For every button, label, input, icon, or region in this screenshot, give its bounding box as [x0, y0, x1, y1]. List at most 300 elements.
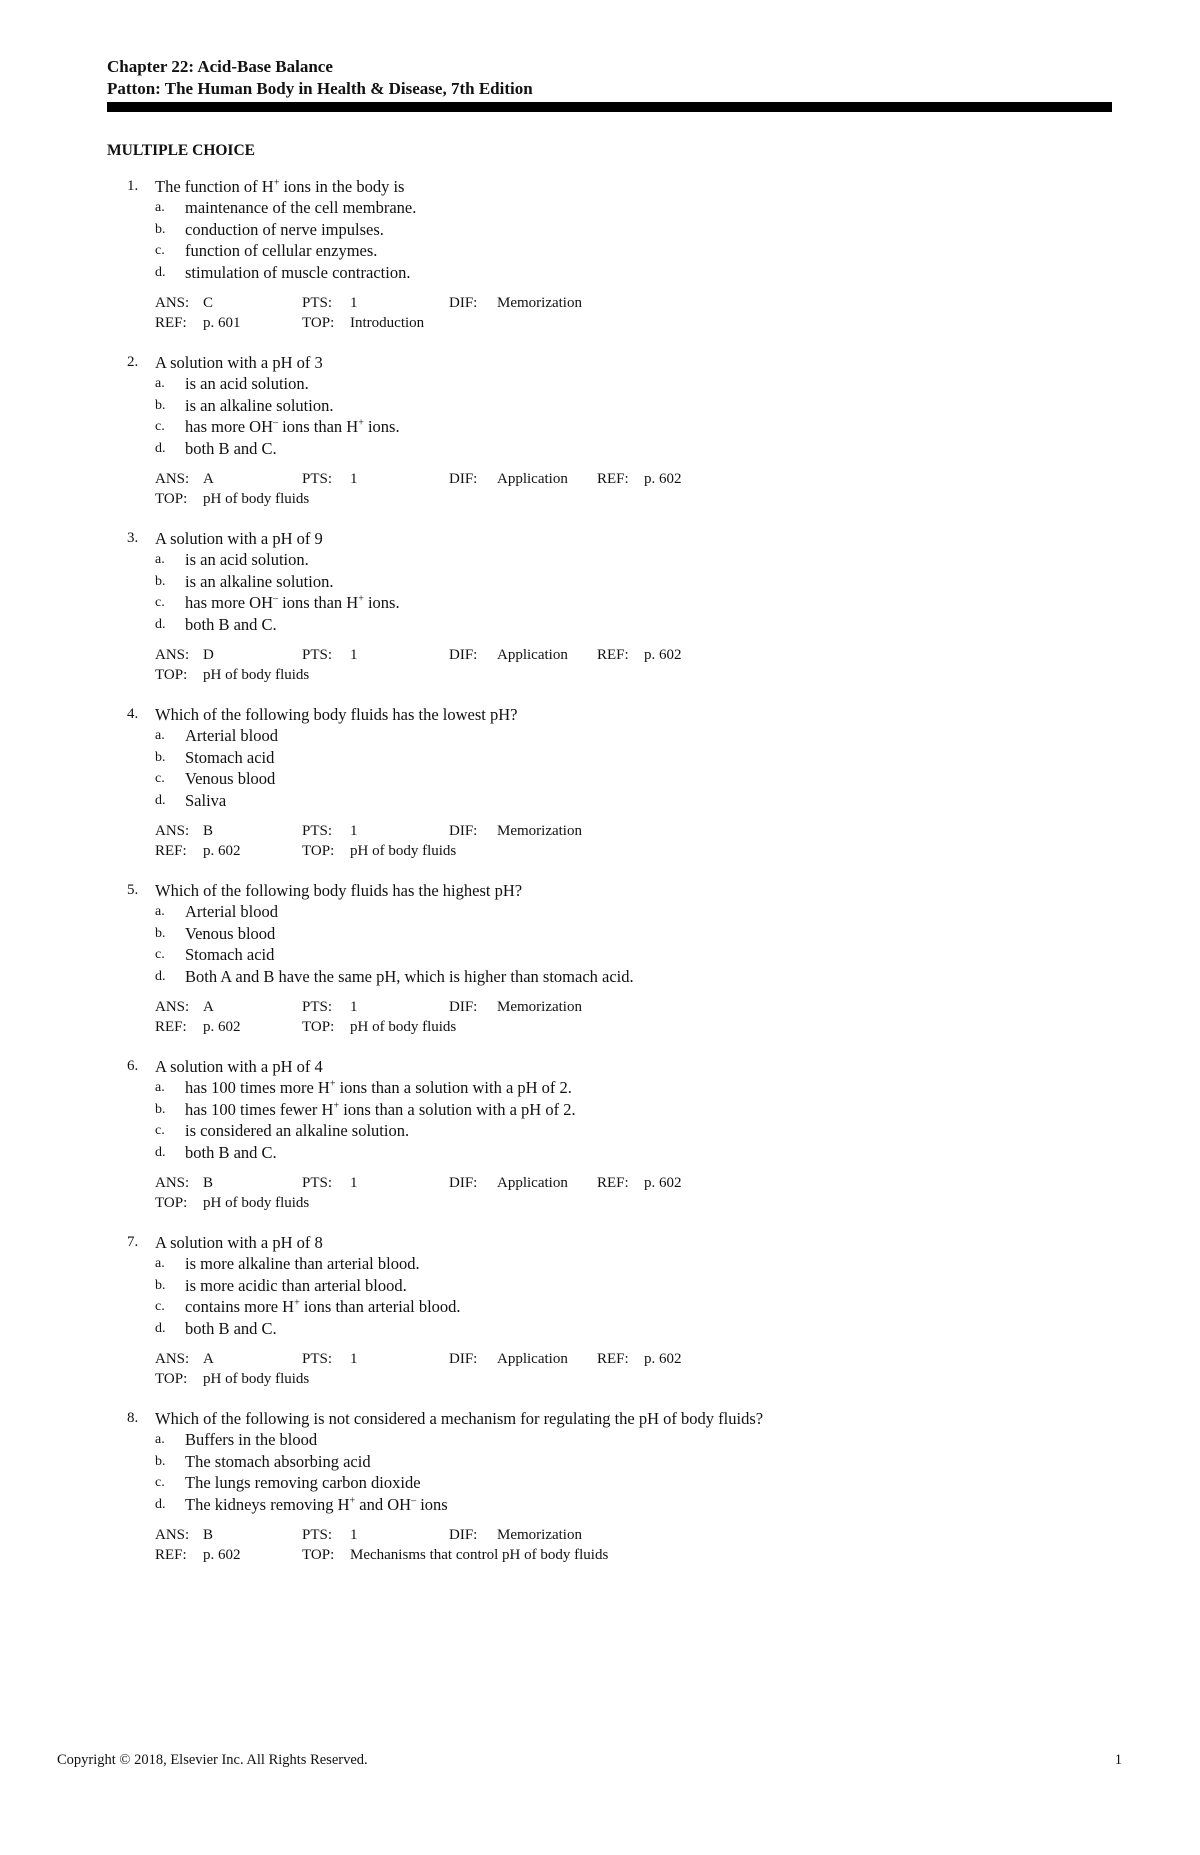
answer-key — [155, 470, 302, 490]
metadata-row — [155, 646, 1107, 666]
option-text-part: ions. — [363, 417, 400, 436]
answer-key — [155, 1350, 302, 1370]
answer-option — [155, 1451, 1107, 1473]
points-value: 1 — [350, 471, 358, 487]
answer-option — [155, 416, 1107, 438]
option-text-part: contains more H — [185, 1297, 295, 1316]
answer-metadata — [155, 470, 1107, 509]
option-text-part: ions — [416, 1494, 448, 1514]
answer-option — [155, 219, 1107, 241]
question-stem — [127, 176, 1107, 197]
option-letter: d. — [155, 1320, 166, 1336]
option-letter: a. — [155, 552, 165, 567]
option-text-part: has more OH — [185, 593, 273, 612]
option-text-part: ions than H — [277, 417, 359, 436]
answer-option — [155, 438, 1107, 460]
difficulty — [449, 1174, 597, 1194]
answer-key-label: ANS: — [155, 1351, 190, 1367]
topic-label: TOP: — [155, 1194, 188, 1211]
difficulty — [449, 1350, 597, 1370]
answer-option — [155, 1142, 1107, 1164]
option-text: Venous blood — [185, 769, 276, 788]
answer-key — [155, 822, 302, 842]
question-text — [155, 176, 404, 197]
answer-options — [155, 197, 1107, 283]
topic-value: Mechanisms that control pH of body fluids — [350, 1546, 609, 1563]
points-value: 1 — [350, 1351, 358, 1367]
points — [302, 1526, 449, 1546]
answer-option — [155, 1077, 1107, 1099]
points-label: PTS: — [302, 999, 333, 1015]
answer-option — [155, 944, 1107, 966]
metadata-row — [155, 1018, 1107, 1038]
topic-value: Introduction — [350, 314, 425, 331]
points-value: 1 — [350, 647, 358, 663]
question-number: 6. — [127, 1058, 139, 1074]
question-text: A solution with a pH of 8 — [155, 1233, 323, 1252]
option-letter: b. — [155, 925, 166, 941]
answer-key — [155, 998, 302, 1018]
option-letter: d. — [155, 792, 166, 808]
points-label: PTS: — [302, 823, 333, 839]
difficulty-label: DIF: — [449, 647, 478, 663]
superscript: + — [294, 1297, 300, 1309]
option-text: both B and C. — [185, 1318, 277, 1338]
topic-value: pH of body fluids — [350, 1018, 457, 1035]
question-number: 2. — [127, 354, 139, 370]
option-letter: c. — [155, 419, 165, 434]
page-reference-label: REF: — [155, 1546, 187, 1563]
difficulty — [449, 294, 597, 314]
option-text: stimulation of muscle contraction. — [185, 262, 411, 282]
answer-option — [155, 395, 1107, 417]
option-text: Both A and B have the same pH, which is higher than stomach acid. — [185, 966, 634, 986]
points-label: PTS: — [302, 1175, 333, 1191]
points — [302, 998, 449, 1018]
question-item — [127, 880, 1107, 1037]
question-text: Which of the following body fluids has the lowest pH? — [155, 705, 518, 724]
answer-option — [155, 1120, 1107, 1142]
option-text: Venous blood — [185, 923, 276, 943]
question-stem — [127, 352, 1107, 373]
answer-key-value: B — [203, 823, 214, 839]
answer-key-value: D — [203, 647, 214, 663]
answer-key-value: A — [203, 1351, 214, 1367]
difficulty — [449, 998, 597, 1018]
question-text: A solution with a pH of 3 — [155, 353, 323, 372]
option-letter: b. — [155, 1453, 166, 1469]
option-letter: a. — [155, 904, 165, 919]
question-item — [127, 1232, 1107, 1389]
answer-key-label: ANS: — [155, 647, 190, 663]
page-number: 1 — [1114, 1752, 1122, 1768]
stem-text: The function of H — [155, 177, 274, 196]
option-letter: a. — [155, 728, 165, 743]
option-letter: b. — [155, 221, 166, 237]
option-text: is an alkaline solution. — [185, 395, 334, 415]
option-letter: d. — [155, 264, 166, 280]
option-letter: d. — [155, 1496, 166, 1512]
difficulty-value: Application — [497, 1175, 568, 1191]
question-number: 8. — [127, 1410, 139, 1426]
page-reference-value: p. 602 — [644, 647, 682, 663]
difficulty — [449, 822, 597, 842]
points — [302, 1350, 449, 1370]
points-label: PTS: — [302, 1527, 333, 1543]
metadata-row — [155, 842, 1107, 862]
answer-key-label: ANS: — [155, 1175, 190, 1191]
topic-label: TOP: — [302, 314, 335, 331]
answer-key — [155, 1174, 302, 1194]
answer-option — [155, 1275, 1107, 1297]
answer-option — [155, 262, 1107, 284]
option-letter: c. — [155, 947, 165, 962]
answer-key-label: ANS: — [155, 823, 190, 839]
answer-option — [155, 549, 1107, 571]
difficulty — [449, 1526, 597, 1546]
topic-label: TOP: — [302, 842, 335, 859]
answer-option — [155, 768, 1107, 790]
metadata-row — [155, 470, 1107, 490]
difficulty — [449, 470, 597, 490]
page-reference-label: REF: — [597, 1351, 629, 1367]
answer-option — [155, 1253, 1107, 1275]
page-reference — [597, 1350, 682, 1370]
option-letter: d. — [155, 1144, 166, 1160]
answer-option — [155, 1099, 1107, 1121]
answer-metadata — [155, 1526, 1107, 1565]
topic-label: TOP: — [155, 1370, 188, 1387]
option-text: is an alkaline solution. — [185, 571, 334, 591]
option-text: Buffers in the blood — [185, 1430, 318, 1449]
option-letter: c. — [155, 595, 165, 610]
answer-option — [155, 1472, 1107, 1494]
difficulty-label: DIF: — [449, 295, 478, 311]
answer-key-value: B — [203, 1175, 214, 1191]
topic-label: TOP: — [302, 1018, 335, 1035]
option-letter: d. — [155, 616, 166, 632]
difficulty-label: DIF: — [449, 471, 478, 487]
answer-metadata — [155, 998, 1107, 1037]
answer-key — [155, 1526, 302, 1546]
option-text: The lungs removing carbon dioxide — [185, 1473, 421, 1492]
option-text: is an acid solution. — [185, 550, 309, 569]
option-letter: c. — [155, 771, 165, 786]
difficulty-label: DIF: — [449, 1527, 478, 1543]
option-letter: b. — [155, 397, 166, 413]
page-reference-label: REF: — [597, 471, 629, 487]
answer-key-value: A — [203, 999, 214, 1015]
superscript: + — [358, 417, 364, 429]
superscript: + — [273, 177, 280, 189]
book-title: Patton: The Human Body in Health & Disease, 7th Edition — [107, 79, 533, 98]
metadata-row — [155, 1526, 1107, 1546]
option-text: Stomach acid — [185, 945, 275, 964]
topic — [155, 1370, 309, 1390]
metadata-row — [155, 490, 1107, 510]
metadata-row — [155, 666, 1107, 686]
option-text: both B and C. — [185, 614, 277, 634]
option-letter: b. — [155, 1101, 166, 1117]
answer-metadata — [155, 1174, 1107, 1213]
answer-option — [155, 901, 1107, 923]
option-text — [185, 592, 400, 614]
answer-option — [155, 725, 1107, 747]
answer-options — [155, 1253, 1107, 1339]
answer-options — [155, 1077, 1107, 1163]
option-text: is more alkaline than arterial blood. — [185, 1254, 420, 1273]
topic-label: TOP: — [155, 490, 188, 507]
option-text: both B and C. — [185, 438, 277, 458]
question-text: Which of the following body fluids has the highest pH? — [155, 881, 523, 900]
option-letter: a. — [155, 1080, 165, 1095]
question-item — [127, 352, 1107, 509]
difficulty-value: Memorization — [497, 295, 582, 311]
header-rule — [107, 102, 1112, 112]
question-item — [127, 704, 1107, 861]
answer-metadata — [155, 1350, 1107, 1389]
answer-option — [155, 571, 1107, 593]
option-text: Saliva — [185, 790, 227, 810]
topic-value: pH of body fluids — [203, 1370, 310, 1387]
answer-option — [155, 592, 1107, 614]
page-reference-label: REF: — [155, 842, 187, 859]
answer-option — [155, 1318, 1107, 1340]
answer-option — [155, 923, 1107, 945]
option-letter: b. — [155, 573, 166, 589]
option-text-part: ions than a solution with a pH of 2. — [335, 1078, 572, 1097]
topic — [155, 490, 309, 510]
option-text — [185, 1077, 572, 1099]
page-reference — [155, 842, 302, 862]
option-text: conduction of nerve impulses. — [185, 219, 384, 239]
chapter-title: Chapter 22: Acid-Base Balance — [107, 57, 333, 76]
question-text: Which of the following is not considered a mechanism for regulating the pH of body fluids? — [155, 1409, 764, 1428]
points — [302, 294, 449, 314]
topic-value: pH of body fluids — [203, 1194, 310, 1211]
page-reference-value: p. 602 — [644, 1351, 682, 1367]
difficulty-value: Application — [497, 471, 568, 487]
difficulty-value: Memorization — [497, 1527, 582, 1543]
option-text-part: has 100 times fewer H — [185, 1099, 334, 1119]
points-value: 1 — [350, 295, 358, 311]
option-text: Stomach acid — [185, 747, 275, 767]
question-stem — [127, 1232, 1107, 1253]
option-letter: a. — [155, 200, 165, 215]
topic — [302, 842, 456, 862]
answer-metadata — [155, 646, 1107, 685]
page-reference-label: REF: — [597, 1175, 629, 1191]
topic-value: pH of body fluids — [350, 842, 457, 859]
option-text: is an acid solution. — [185, 374, 309, 393]
answer-key-label: ANS: — [155, 471, 190, 487]
option-text: Arterial blood — [185, 902, 279, 921]
topic — [155, 1194, 309, 1214]
page-reference — [155, 1018, 302, 1038]
metadata-row — [155, 1350, 1107, 1370]
difficulty-value: Application — [497, 647, 568, 663]
answer-options — [155, 549, 1107, 635]
answer-options — [155, 725, 1107, 811]
document-header — [107, 56, 1112, 112]
points-label: PTS: — [302, 471, 333, 487]
question-stem — [127, 1056, 1107, 1077]
topic-value: pH of body fluids — [203, 490, 310, 507]
option-letter: b. — [155, 1277, 166, 1293]
question-number: 3. — [127, 530, 139, 546]
question-number: 4. — [127, 706, 139, 722]
section-title: MULTIPLE CHOICE — [107, 142, 255, 159]
page-reference-value: p. 602 — [644, 1175, 682, 1191]
metadata-row — [155, 314, 1107, 334]
option-text-part: and OH — [355, 1494, 412, 1514]
difficulty-value: Memorization — [497, 823, 582, 839]
option-text: is considered an alkaline solution. — [185, 1121, 410, 1140]
page-reference-value: p. 602 — [203, 1018, 241, 1035]
option-text-part: has 100 times more H — [185, 1078, 330, 1097]
option-text-part: has more OH — [185, 417, 273, 436]
metadata-row — [155, 998, 1107, 1018]
question-stem — [127, 528, 1107, 549]
difficulty-label: DIF: — [449, 1351, 478, 1367]
page-reference-value: p. 602 — [644, 471, 682, 487]
option-text — [185, 1099, 576, 1121]
page-footer — [57, 1752, 1122, 1769]
page-reference — [155, 314, 302, 334]
metadata-row — [155, 822, 1107, 842]
question-number: 7. — [127, 1234, 139, 1250]
option-letter: c. — [155, 243, 165, 258]
option-text — [185, 1494, 448, 1516]
topic-value: pH of body fluids — [203, 666, 310, 683]
question-item — [127, 528, 1107, 685]
difficulty-label: DIF: — [449, 999, 478, 1015]
option-letter: a. — [155, 1256, 165, 1271]
option-text-part: The kidneys removing H — [185, 1494, 350, 1514]
copyright-text: Copyright © 2018, Elsevier Inc. All Rights Reserved. — [57, 1752, 368, 1768]
answer-options — [155, 901, 1107, 987]
page-reference-value: p. 602 — [203, 842, 241, 859]
answer-option — [155, 747, 1107, 769]
points — [302, 1174, 449, 1194]
superscript: – — [272, 593, 278, 605]
difficulty-value: Memorization — [497, 999, 582, 1015]
answer-key-value: B — [203, 1527, 214, 1543]
page-reference — [597, 1174, 682, 1194]
option-text-part: ions than a solution with a pH of 2. — [339, 1099, 576, 1119]
points-label: PTS: — [302, 1351, 333, 1367]
topic-label: TOP: — [155, 666, 188, 683]
superscript: + — [349, 1495, 356, 1506]
option-text: Arterial blood — [185, 726, 279, 745]
option-letter: c. — [155, 1475, 165, 1490]
page-reference-label: REF: — [155, 1018, 187, 1035]
answer-option — [155, 1494, 1107, 1516]
answer-key-value: C — [203, 295, 214, 311]
points — [302, 646, 449, 666]
answer-option — [155, 614, 1107, 636]
page-reference — [597, 470, 682, 490]
points-value: 1 — [350, 1175, 358, 1191]
question-stem — [127, 704, 1107, 725]
option-text-part: ions than H — [277, 593, 359, 612]
option-text-part: ions. — [363, 593, 400, 612]
points-label: PTS: — [302, 295, 333, 311]
metadata-row — [155, 294, 1107, 314]
option-text: function of cellular enzymes. — [185, 241, 378, 260]
points-value: 1 — [350, 999, 358, 1015]
page-reference-value: p. 601 — [203, 314, 241, 331]
question-item — [127, 1408, 1107, 1565]
option-letter: b. — [155, 749, 166, 765]
points — [302, 470, 449, 490]
option-letter: c. — [155, 1299, 165, 1314]
answer-option — [155, 966, 1107, 988]
option-letter: d. — [155, 968, 166, 984]
option-text: both B and C. — [185, 1142, 277, 1162]
question-item — [127, 176, 1107, 333]
option-text — [185, 1296, 461, 1318]
answer-option — [155, 373, 1107, 395]
topic — [302, 1018, 456, 1038]
option-letter: a. — [155, 376, 165, 391]
question-text: A solution with a pH of 4 — [155, 1057, 323, 1076]
question-item — [127, 1056, 1107, 1213]
answer-metadata — [155, 294, 1107, 333]
page-reference-label: REF: — [155, 314, 187, 331]
answer-metadata — [155, 822, 1107, 861]
option-text: The stomach absorbing acid — [185, 1451, 371, 1471]
answer-key-label: ANS: — [155, 1527, 190, 1543]
answer-options — [155, 1429, 1107, 1515]
points-value: 1 — [350, 823, 358, 839]
option-text: maintenance of the cell membrane. — [185, 198, 417, 217]
superscript: + — [333, 1100, 340, 1111]
points — [302, 822, 449, 842]
answer-key-label: ANS: — [155, 999, 190, 1015]
option-text: is more acidic than arterial blood. — [185, 1275, 407, 1295]
difficulty-label: DIF: — [449, 823, 478, 839]
option-letter: c. — [155, 1123, 165, 1138]
superscript: – — [272, 417, 278, 429]
superscript: + — [358, 593, 364, 605]
topic-label: TOP: — [302, 1546, 335, 1563]
option-text — [185, 416, 400, 438]
page-reference-value: p. 602 — [203, 1546, 241, 1563]
superscript: + — [329, 1078, 336, 1090]
option-letter: a. — [155, 1432, 165, 1447]
answer-key — [155, 646, 302, 666]
answer-key — [155, 294, 302, 314]
stem-text: ions in the body is — [279, 177, 405, 196]
difficulty-value: Application — [497, 1351, 568, 1367]
points-value: 1 — [350, 1527, 358, 1543]
answer-key-value: A — [203, 471, 214, 487]
page-reference — [597, 646, 682, 666]
answer-options — [155, 373, 1107, 459]
page-reference-label: REF: — [597, 647, 629, 663]
question-list — [127, 176, 1107, 1584]
metadata-row — [155, 1194, 1107, 1214]
topic — [302, 1546, 608, 1566]
topic — [155, 666, 309, 686]
superscript: – — [411, 1495, 417, 1506]
metadata-row — [155, 1546, 1107, 1566]
difficulty — [449, 646, 597, 666]
page-reference — [155, 1546, 302, 1566]
points-label: PTS: — [302, 647, 333, 663]
answer-key-label: ANS: — [155, 295, 190, 311]
